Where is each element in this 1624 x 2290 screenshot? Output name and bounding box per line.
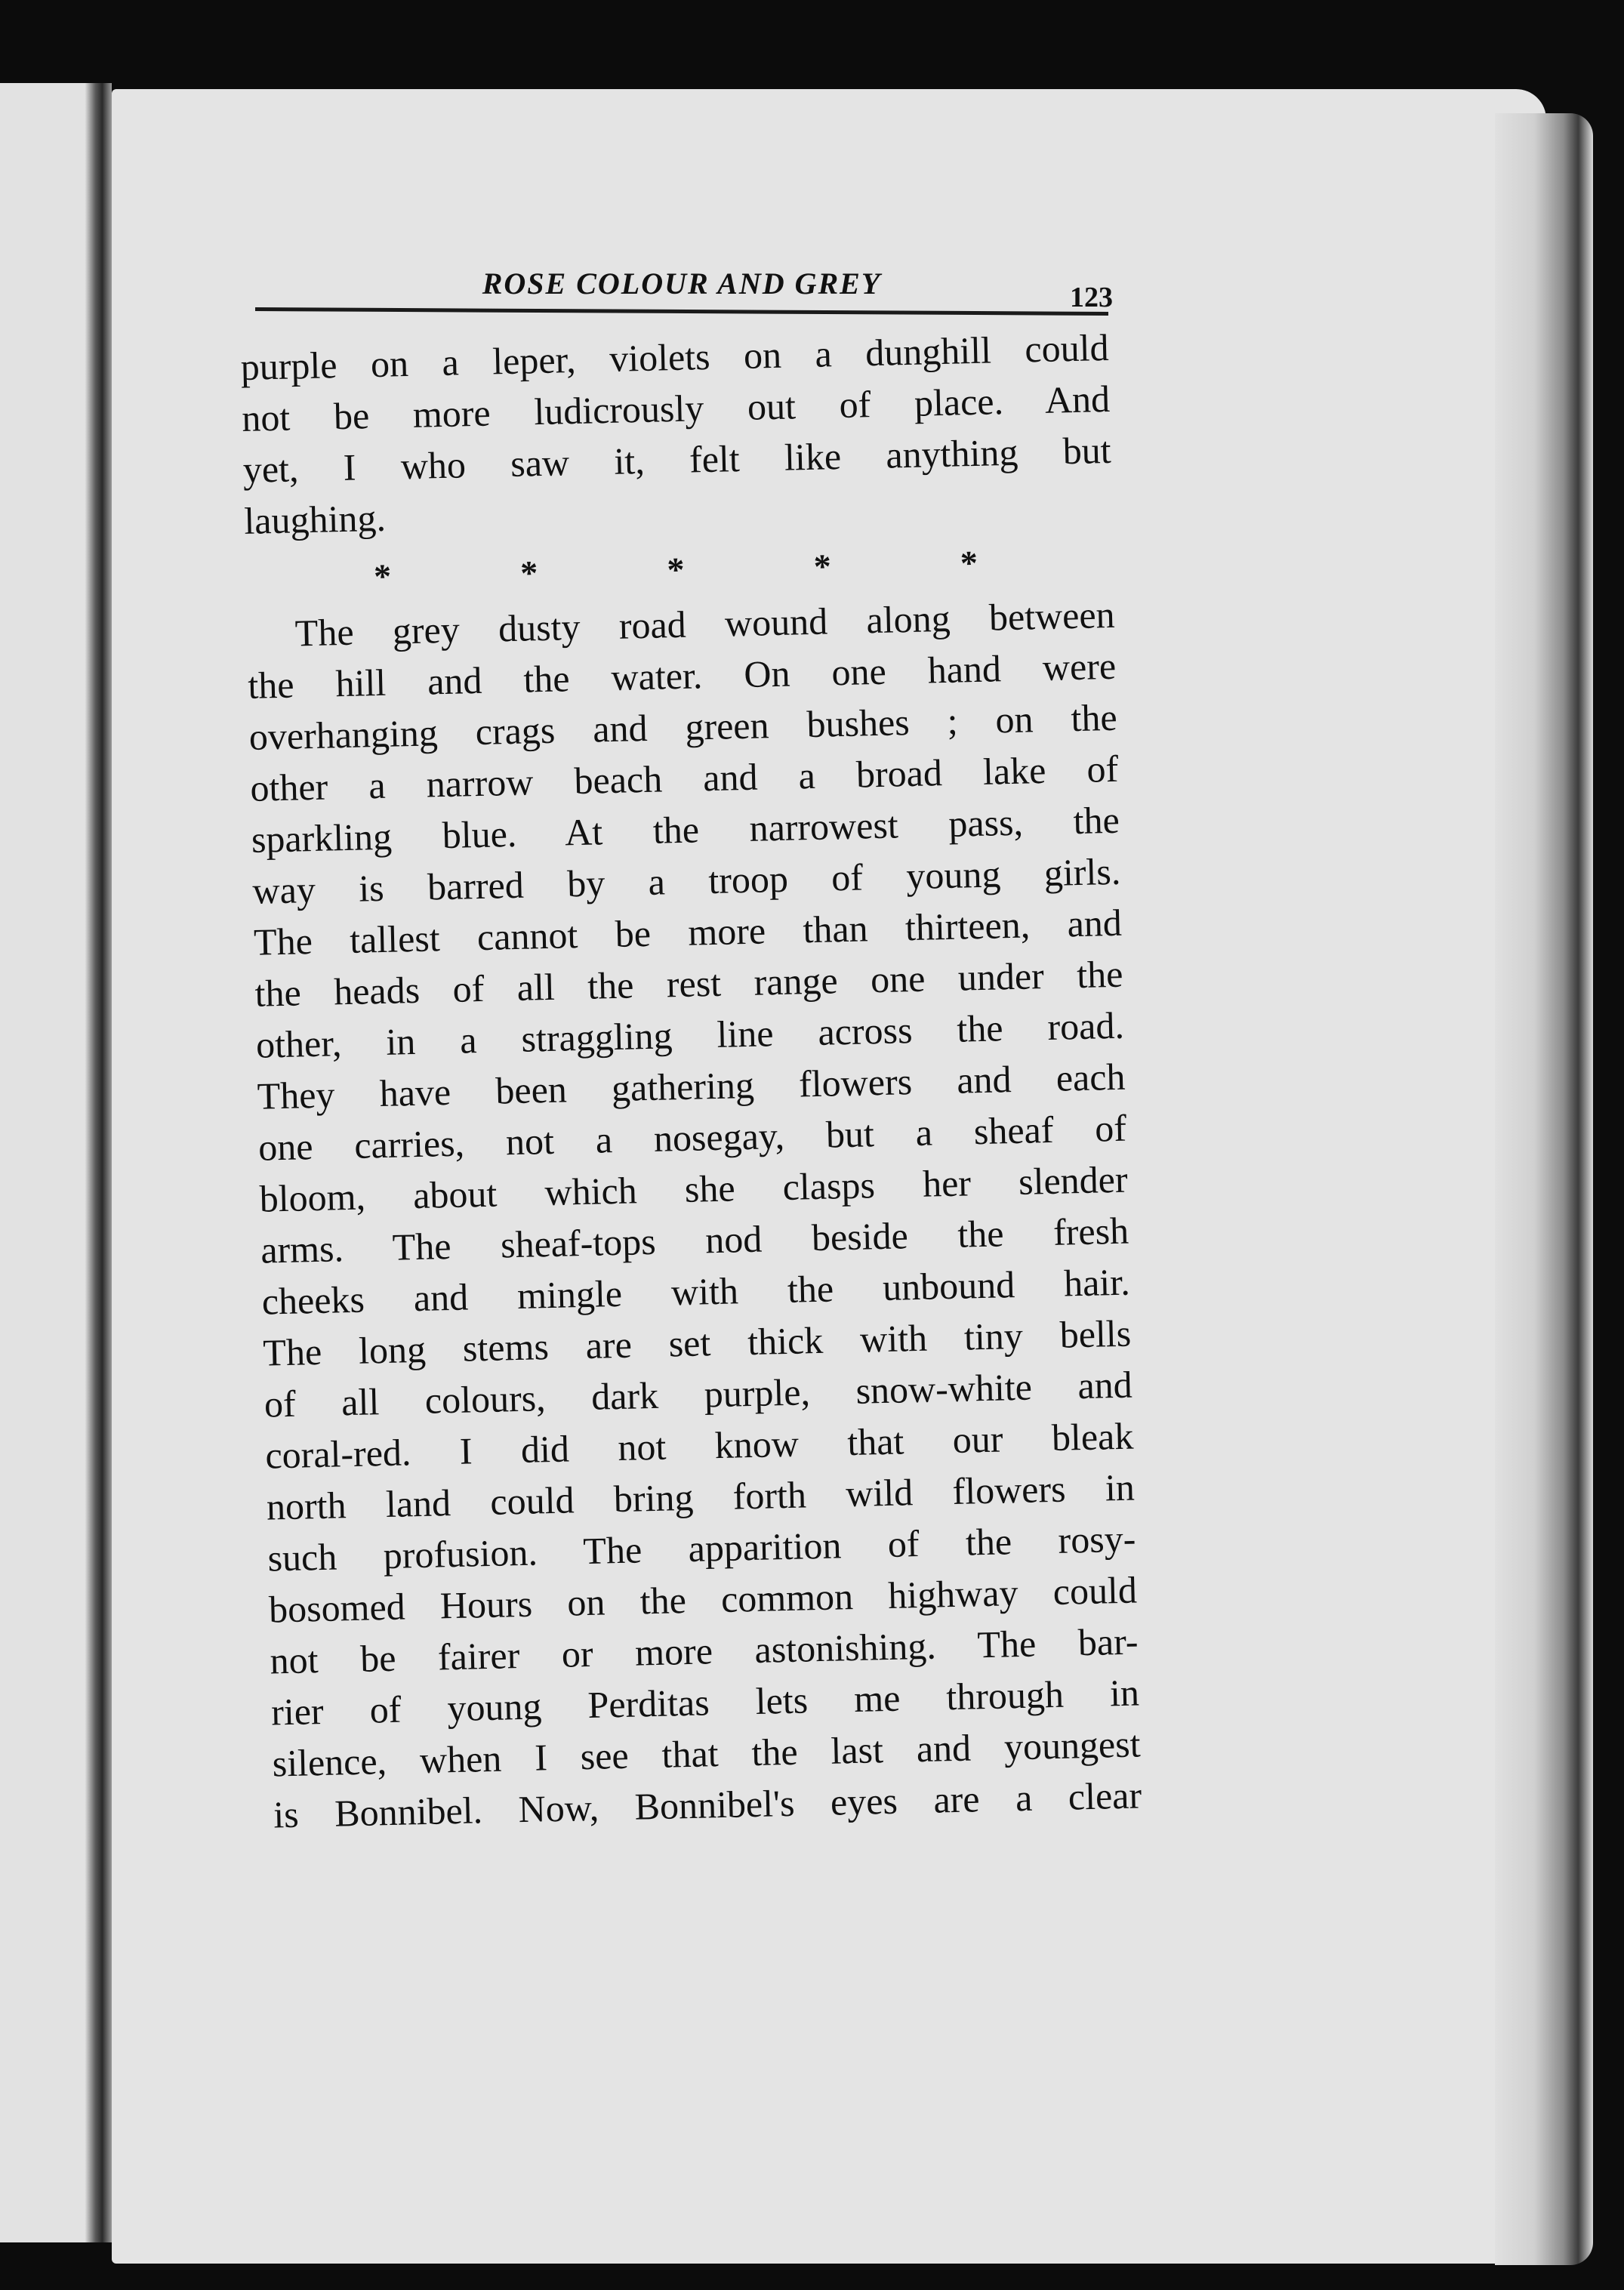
text-line: is Bonnibel. Now, Bonnibel's eyes are a clear bbox=[273, 1774, 1142, 1836]
text-line: purple on a leper, violets on a dunghill could bbox=[240, 325, 1110, 388]
text-line: The long stems are set thick with tiny bells bbox=[262, 1311, 1132, 1374]
text-line: arms. The sheaf-tops nod beside the fresh bbox=[260, 1209, 1129, 1271]
text-line: coral-red. I did not know that our bleak bbox=[264, 1414, 1134, 1477]
text-line: rier of young Perditas lets me through in bbox=[270, 1671, 1140, 1734]
book-gutter bbox=[85, 83, 112, 2242]
text-line: cheeks and mingle with the unbound hair. bbox=[261, 1260, 1131, 1323]
text-line: north land could bring forth wild flowers in bbox=[266, 1466, 1136, 1528]
text-line: sparkling blue. At the narrowest pass, the bbox=[251, 798, 1120, 861]
paragraph bbox=[246, 589, 1142, 1841]
text-line: such profusion. The apparition of the rosy- bbox=[267, 1517, 1136, 1580]
running-title: ROSE COLOUR AND GREY bbox=[482, 267, 882, 301]
section-break bbox=[373, 538, 978, 598]
text-line: yet, I who saw it, felt like anything but bbox=[242, 428, 1112, 491]
text-line: the hill and the water. On one hand were bbox=[247, 644, 1117, 707]
asterisk: * bbox=[960, 543, 978, 583]
page-header bbox=[255, 266, 1113, 326]
asterisk: * bbox=[666, 550, 686, 590]
text-line: the heads of all the rest range one under the bbox=[254, 952, 1123, 1015]
text-line: one carries, not a nosegay, but a sheaf of bbox=[257, 1106, 1127, 1169]
text-line: They have been gathering flowers and each bbox=[257, 1055, 1126, 1117]
text-line: not be more ludicrously out of place. And bbox=[241, 377, 1111, 439]
text-line: The grey dusty road wound along between bbox=[294, 593, 1116, 655]
text-line: not be fairer or more astonishing. The bar- bbox=[270, 1620, 1139, 1682]
page-number: 123 bbox=[1070, 282, 1113, 313]
text-line: The tallest cannot be more than thirteen, and bbox=[253, 901, 1123, 963]
text-line: other, in a straggling line across the road. bbox=[255, 1003, 1125, 1066]
text-line: of all colours, dark purple, snow-white and bbox=[263, 1363, 1133, 1425]
page-body bbox=[240, 322, 1142, 1841]
text-line: laughing. bbox=[243, 496, 387, 542]
text-line: bosomed Hours on the common highway could bbox=[268, 1568, 1138, 1631]
text-line: silence, when I see that the last and youngest bbox=[272, 1722, 1142, 1785]
text-line: other a narrow beach and a broad lake of bbox=[249, 747, 1119, 809]
asterisk: * bbox=[813, 547, 832, 586]
header-rule bbox=[255, 307, 1108, 316]
text-line: overhanging crags and green bushes ; on the bbox=[248, 695, 1118, 758]
paragraph-continuation bbox=[240, 322, 1113, 547]
page-edges-right bbox=[1495, 113, 1593, 2265]
asterisk: * bbox=[373, 556, 392, 596]
asterisk: * bbox=[519, 553, 538, 593]
text-line: way is barred by a troop of young girls. bbox=[251, 849, 1121, 912]
text-line: bloom, about which she clasps her slender bbox=[259, 1157, 1129, 1220]
